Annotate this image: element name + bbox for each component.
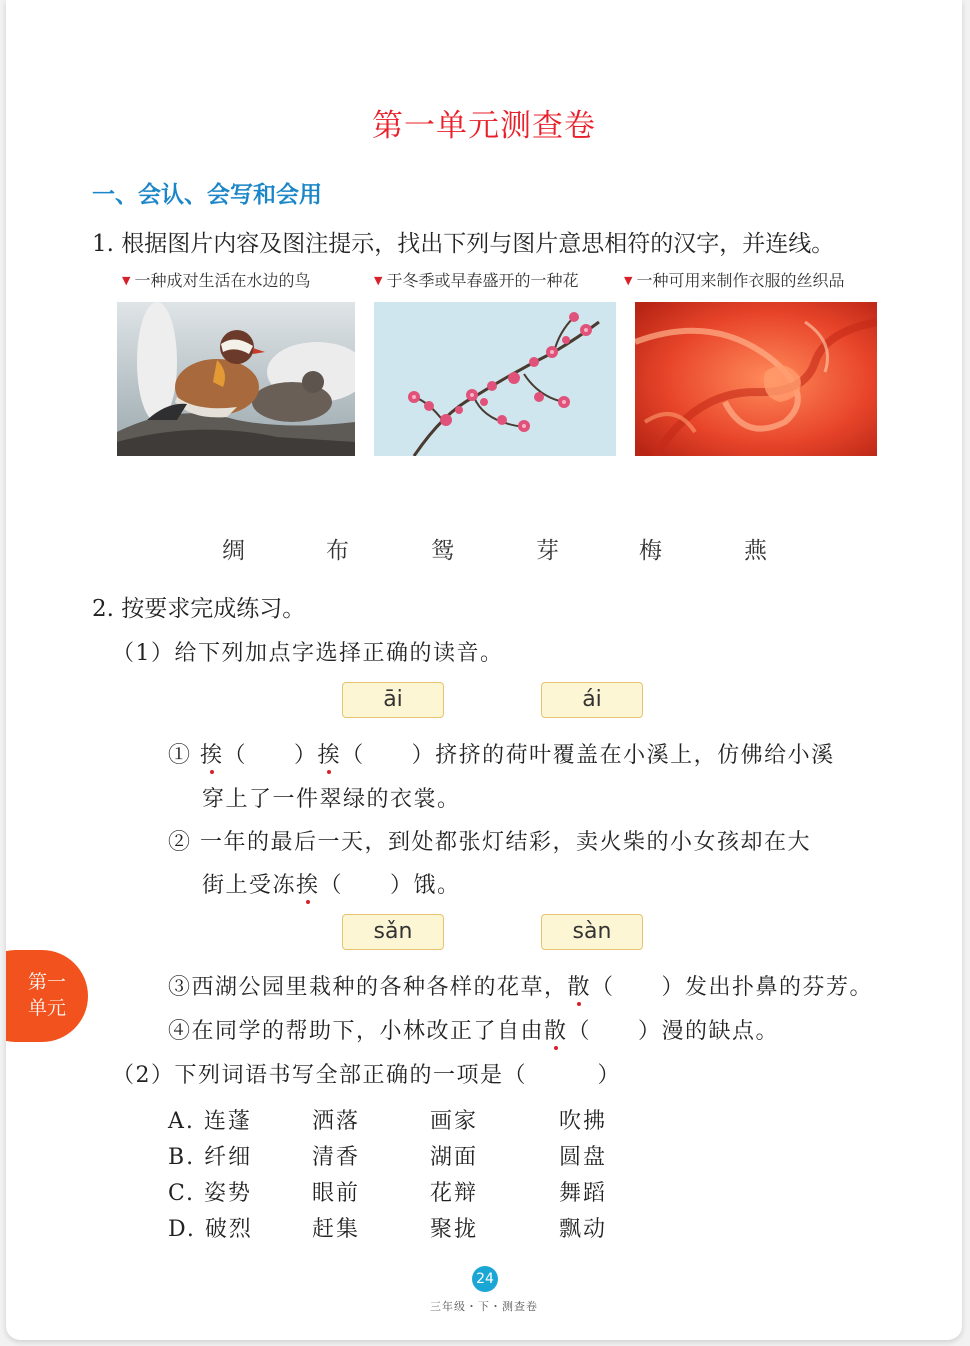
option-word: 洒落 — [312, 1109, 361, 1134]
sentence-2: ② 一年的最后一天，到处都张灯结彩，卖火柴的小女孩却在大 — [168, 830, 811, 855]
sentence-3: ③西湖公园里栽种的各种各样的花草，散（ ）发出扑鼻的芬芳。 — [168, 975, 874, 1000]
dotted-char: 挨 — [200, 743, 224, 768]
page-footer: 三年级・下・测查卷 — [430, 1300, 538, 1313]
hanzi-option: 布 — [326, 538, 349, 564]
question-2: 2. 按要求完成练习。 — [92, 596, 306, 622]
triangle-marker-icon: ▼ — [374, 274, 383, 287]
sentence-1: ① 挨（ ）挨（ ）挤挤的荷叶覆盖在小溪上，仿佛给小溪 — [168, 743, 835, 768]
sentence-4: ④在同学的帮助下，小林改正了自由散（ ）漫的缺点。 — [168, 1019, 780, 1044]
dotted-char: 挨 — [317, 743, 342, 768]
page-title: 第一单元测查卷 — [372, 108, 596, 144]
silk-fabric-photo — [635, 302, 877, 456]
question-2-2: （2）下列词语书写全部正确的一项是（ ） — [112, 1063, 621, 1088]
page-number: 24 — [472, 1266, 498, 1292]
option-word: 花辩 — [430, 1181, 479, 1206]
option-a[interactable]: A. 连蓬 — [168, 1109, 252, 1134]
triangle-marker-icon: ▼ — [122, 274, 131, 287]
hanzi-option: 绸 — [222, 538, 245, 564]
option-word: 清香 — [312, 1145, 361, 1170]
pinyin-box: sàn — [541, 914, 643, 950]
pinyin-box: ái — [541, 682, 643, 718]
question-1: 1. 根据图片内容及图注提示，找出下列与图片意思相符的汉字，并连线。 — [92, 231, 835, 257]
option-word: 画家 — [430, 1109, 479, 1134]
option-word: 湖面 — [430, 1145, 479, 1170]
option-word: 聚拢 — [430, 1217, 479, 1242]
option-word: 圆盘 — [559, 1145, 608, 1170]
hanzi-option: 燕 — [744, 538, 767, 564]
section-heading: 一、会认、会写和会用 — [92, 182, 322, 208]
answer-blank[interactable]: （ ） — [223, 743, 318, 768]
pinyin-box: sǎn — [342, 914, 444, 950]
hanzi-option: 鸳 — [431, 538, 454, 564]
question-2-1: （1）给下列加点字选择正确的读音。 — [112, 641, 504, 666]
option-word: 眼前 — [312, 1181, 361, 1206]
option-word: 吹拂 — [559, 1109, 608, 1134]
option-word: 赶集 — [312, 1217, 361, 1242]
pinyin-box: āi — [342, 682, 444, 718]
answer-blank[interactable]: （ ）饿。 — [319, 873, 461, 898]
sentence-1-continued: 穿上了一件翠绿的衣裳。 — [202, 787, 461, 812]
worksheet-page — [6, 0, 962, 1340]
option-d[interactable]: D. 破烈 — [168, 1217, 253, 1242]
option-word: 舞蹈 — [559, 1181, 608, 1206]
unit-side-tab: 第一 单元 — [6, 950, 88, 1042]
dotted-char: 散 — [544, 1019, 568, 1044]
triangle-marker-icon: ▼ — [624, 274, 633, 287]
sentence-2-continued: 街上受冻挨（ ）饿。 — [202, 873, 461, 898]
hanzi-option: 芽 — [536, 538, 559, 564]
caption-3: ▼ 一种可用来制作衣服的丝织品 — [624, 271, 845, 290]
mandarin-ducks-photo — [117, 302, 355, 456]
answer-blank[interactable]: （ ）漫的缺点。 — [567, 1019, 780, 1044]
answer-blank[interactable]: （ ） — [341, 743, 436, 768]
option-word: 飘动 — [559, 1217, 608, 1242]
hanzi-option: 梅 — [639, 538, 662, 564]
plum-blossom-photo — [374, 302, 616, 456]
caption-2: ▼ 于冬季或早春盛开的一种花 — [374, 271, 579, 290]
answer-blank[interactable]: （ ）发出扑鼻的芬芳。 — [591, 975, 874, 1000]
option-b[interactable]: B. 纤细 — [168, 1145, 253, 1170]
dotted-char: 挨 — [296, 873, 320, 898]
dotted-char: 散 — [567, 975, 592, 1000]
option-c[interactable]: C. 姿势 — [168, 1181, 253, 1206]
caption-1: ▼ 一种成对生活在水边的鸟 — [122, 271, 311, 290]
